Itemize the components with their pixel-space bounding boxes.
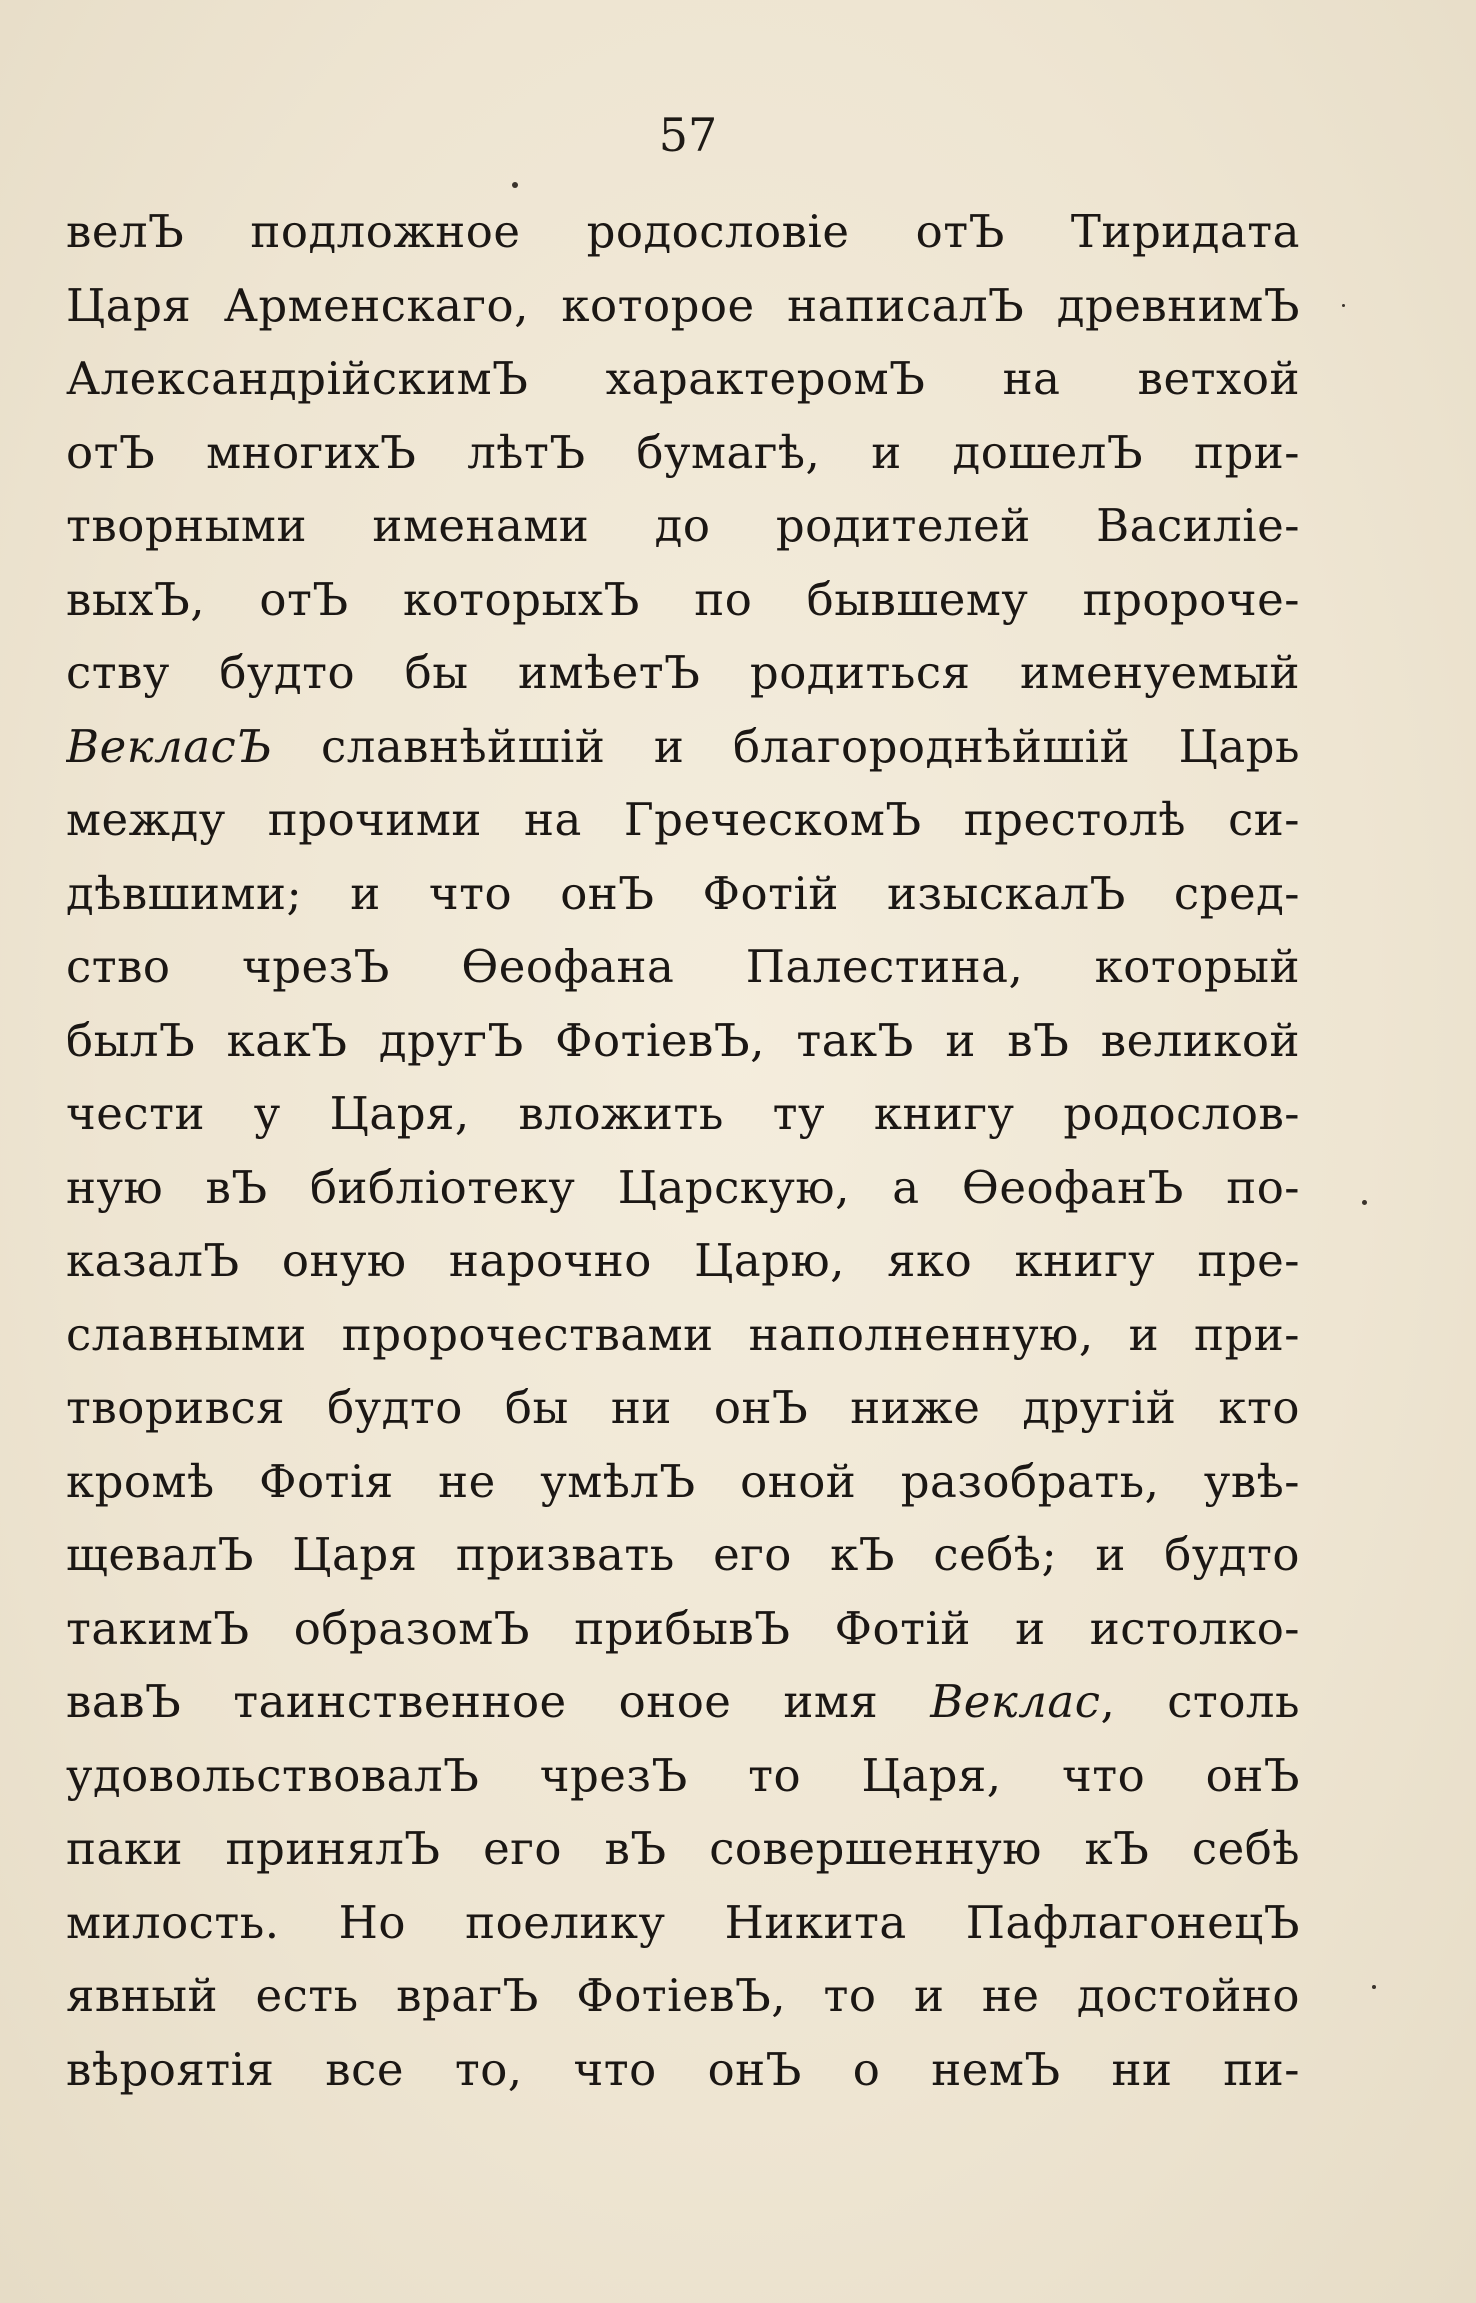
text-line: удовольствовалЪ чрезЪ то Царя, что онЪ	[66, 1748, 1300, 1802]
ink-speck	[1342, 304, 1345, 307]
text-line: Царя Арменскаго, которое написалЪ древнимЪ	[66, 278, 1300, 332]
text-line: явный есть врагЪ ФотіевЪ, то и не достойно	[66, 1969, 1300, 2022]
text-line: славными пророчествами наполненную, и при-	[66, 1307, 1300, 1361]
text-line: щевалЪ Царя призвать его кЪ себѣ; и будто	[66, 1528, 1300, 1581]
text-line: милость. Но поелику Никита ПафлагонецЪ	[66, 1895, 1300, 1949]
text-line: между прочими на ГреческомЪ престолѣ си-	[66, 793, 1300, 846]
page-number: 57	[658, 108, 718, 162]
ink-speck	[1362, 1200, 1367, 1205]
text-line: АлександрійскимЪ характеромЪ на ветхой	[66, 352, 1300, 405]
italic-name: Веклас	[930, 1675, 1101, 1728]
ink-speck	[1372, 1985, 1376, 1989]
text-line: вавЪ таинственное оное имя Веклас, столь	[66, 1675, 1300, 1728]
body-text	[66, 195, 1300, 2106]
text-line: творився будто бы ни онЪ ниже другій кто	[66, 1381, 1300, 1434]
ink-speck	[512, 182, 518, 188]
text-line: кромѣ Фотія не умѣлЪ оной разобрать, увѣ-	[66, 1454, 1300, 1508]
text-line: паки принялЪ его вЪ совершенную кЪ себѣ	[66, 1822, 1300, 1875]
text-line: ство чрезЪ Ѳеофана Палестина, который	[66, 940, 1300, 993]
text-line: дѣвшими; и что онЪ Фотій изыскалЪ сред-	[66, 866, 1300, 920]
text-line: ВекласЪ славнѣйшій и благороднѣйшій Царь	[66, 719, 1300, 773]
italic-name: ВекласЪ	[66, 719, 273, 773]
text-line: выхЪ, отЪ которыхЪ по бывшему пророче-	[66, 572, 1300, 626]
text-line: казалЪ оную нарочно Царю, яко книгу пре-	[66, 1234, 1300, 1287]
text-line: ству будто бы имѣетЪ родиться именуемый	[66, 646, 1300, 699]
text-line: вѣроятія все то, что онЪ о немЪ ни пи-	[66, 2042, 1300, 2096]
text-line: чести у Царя, вложить ту книгу родослов-	[66, 1087, 1300, 1140]
text-line: такимЪ образомЪ прибывЪ Фотій и истолко-	[66, 1601, 1300, 1655]
text-line: творными именами до родителей Василіе-	[66, 499, 1300, 552]
text-line: отЪ многихЪ лѣтЪ бумагѣ, и дошелЪ при-	[66, 425, 1300, 479]
text-line: велЪ подложное родословіе отЪ Тиридата	[66, 205, 1300, 258]
text-line: былЪ какЪ другЪ ФотіевЪ, такЪ и вЪ великой	[66, 1013, 1300, 1067]
text-line: ную вЪ библіотеку Царскую, а ѲеофанЪ по-	[66, 1160, 1300, 1214]
